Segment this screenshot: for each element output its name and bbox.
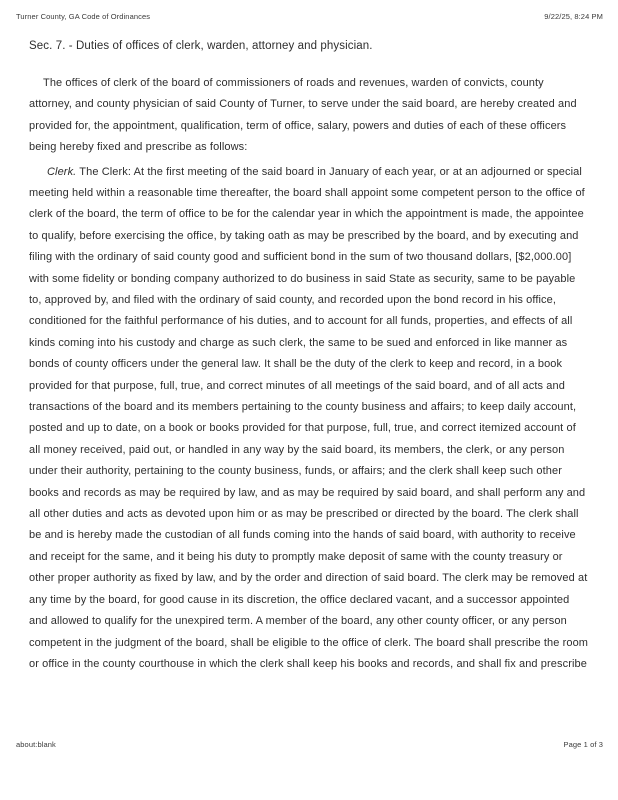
- document-content: [29, 39, 589, 678]
- section-title: Sec. 7. - Duties of offices of clerk, warden, attorney and physician.: [29, 40, 373, 52]
- intro-paragraph: The offices of clerk of the board of commissioners of roads and revenues, warden of convicts, county attorney, and county physician of said County of Turner, to serve under the said board, are hereby created and provided for, the appointment, qualification, term of office, salary, powers and duties of each of these officers being hereby fixed and prescribe as follows:: [29, 76, 577, 154]
- header-datetime: 9/22/25, 8:24 PM: [544, 12, 603, 21]
- clerk-paragraph-text: The Clerk: At the first meeting of the said board in January of each year, or at an adjourned or special meeting held within a reasonable time thereafter, the board shall appoint some competent person to the office of clerk of the board, the term of office to be for the calendar year in which the appointment is made, the appointee to qualify, before exercising the office, by taking oath as may be prescribed by the board, and by executing and filing with the ordinary of said county good and sufficient bond in the sum of two thousand dollars, [$2,000.00] with some fidelity or bonding company authorized to do business in said State as security, same to be payable to, approved by, and filed with the ordinary of said county, and recorded upon the bond record in his office, conditioned for the faithful performance of his duties, and to account for all funds, properties, and effects of all kinds coming into his custody and charge as such clerk, the same to be sued and enforced in like manner as bonds of county officers under the general law. It shall be the duty of the clerk to keep and record, in a book provided for that purpose, full, true, and correct minutes of all meetings of the said board, and of all acts and transactions of the board and its members pertaining to the county business and affairs; to keep daily account, posted and up to date, on a book or books provided for that purpose, full, true, and correct itemized account of all money received, paid out, or handled in any way by the said board, its members, the clerk, or any person under their authority, pertaining to the county business, funds, or affairs; and the clerk shall keep such other books and records as may be required by law, and as may be required by said board, and shall perform any and all other duties and acts as devoted upon him or as may be prescribed or directed by the board. The clerk shall be and is hereby made the custodian of all funds coming into the hands of said board, with authority to receive and receipt for the same, and it being his duty to promptly make deposit of same with the county treasury or other proper authority as fixed by law, and by the order and direction of said board. The clerk may be removed at any time by the board, for good cause in its discretion, the office declared vacant, and a successor appointed and allowed to qualify for the unexpired term. A member of the board, any other county officer, or any person competent in the judgment of the board, shall be eligible to the office of clerk. The board shall prescribe the room or office in the county courthouse in which the clerk shall keep his books and records, and shall fix and prescribe: [29, 165, 589, 670]
- footer-url: about:blank: [16, 740, 56, 749]
- print-footer: [16, 740, 603, 749]
- clerk-paragraph-lead: Clerk.: [47, 165, 77, 178]
- print-header: [16, 12, 603, 21]
- clerk-paragraph: [29, 162, 589, 676]
- footer-page-number: Page 1 of 3: [563, 740, 603, 749]
- header-document-title: Turner County, GA Code of Ordinances: [16, 12, 151, 21]
